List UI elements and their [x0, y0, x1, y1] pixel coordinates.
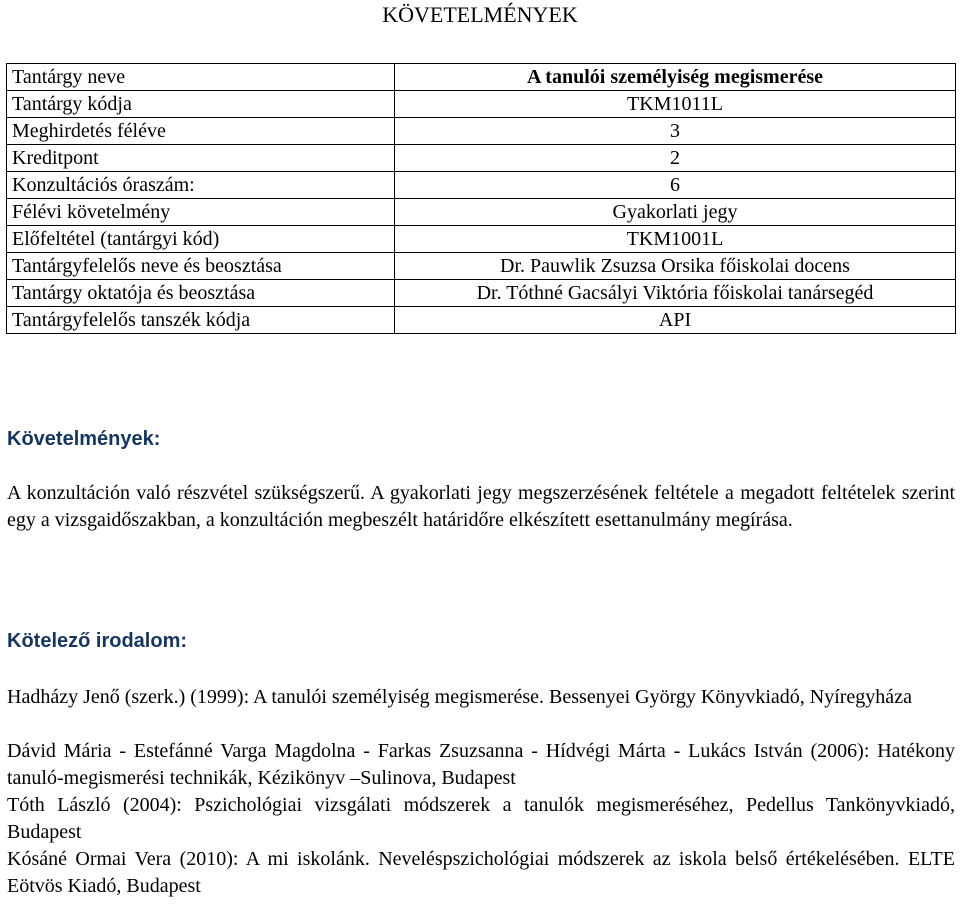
info-row [7, 64, 956, 91]
info-label: Tantárgyfelelős neve és beosztása [7, 253, 395, 280]
info-row [7, 199, 956, 226]
info-label: Tantárgy neve [7, 64, 395, 91]
info-row [7, 280, 956, 307]
info-value: Dr. Pauwlik Zsuzsa Orsika főiskolai docens [395, 253, 956, 280]
info-label: Előfeltétel (tantárgyi kód) [7, 226, 395, 253]
page-title: KÖVETELMÉNYEK [382, 2, 578, 27]
info-label: Tantárgy oktatója és beosztása [7, 280, 395, 307]
literature-heading: Kötelező irodalom: [7, 630, 188, 652]
literature-item: Kósáné Ormai Vera (2010): A mi iskolánk. Neveléspszichológiai módszerek az iskola belső értékelésében. ELTE Eötvös Kiadó, Budapest [7, 848, 955, 897]
info-label: Tantárgyfelelős tanszék kódja [7, 307, 395, 334]
info-row [7, 91, 956, 118]
requirements-heading: Követelmények: [7, 428, 161, 450]
info-value: Gyakorlati jegy [395, 199, 956, 226]
literature-item: Hadházy Jenő (szerk.) (1999): A tanulói személyiség megismerése. Bessenyei György Könyvkiadó, Nyíregyháza [7, 686, 912, 708]
info-row [7, 145, 956, 172]
info-row [7, 118, 956, 145]
info-row [7, 253, 956, 280]
info-value: API [395, 307, 956, 334]
info-value: 2 [395, 145, 956, 172]
info-value: TKM1001L [395, 226, 956, 253]
info-row [7, 172, 956, 199]
info-value: 6 [395, 172, 956, 199]
info-value: TKM1011L [395, 91, 956, 118]
literature-item: Dávid Mária - Estefánné Varga Magdolna - Farkas Zsuzsanna - Hídvégi Márta - Lukács István (2006): Hatékony tanuló-megismerési technikák, Kézikönyv –Sulinova, Budapest [7, 740, 955, 789]
info-row [7, 307, 956, 334]
info-row [7, 226, 956, 253]
info-label: Konzultációs óraszám: [7, 172, 395, 199]
course-info-table [6, 63, 956, 334]
info-label: Kreditpont [7, 145, 395, 172]
literature-item: Tóth László (2004): Pszichológiai vizsgálati módszerek a tanulók megismeréséhez, Pedellus Tankönyvkiadó, Budapest [7, 794, 955, 843]
info-label: Meghirdetés féléve [7, 118, 395, 145]
requirements-text: A konzultáción való részvétel szükségszerű. A gyakorlati jegy megszerzésének feltétele a megadott feltételek szerint egy a vizsgaidőszakban, a konzultáción megbeszélt határidőre elkészített esettanulmány megírása. [7, 482, 955, 531]
info-value: A tanulói személyiség megismerése [395, 64, 956, 91]
info-label: Tantárgy kódja [7, 91, 395, 118]
info-value: 3 [395, 118, 956, 145]
info-value: Dr. Tóthné Gacsályi Viktória főiskolai tanársegéd [395, 280, 956, 307]
info-label: Félévi követelmény [7, 199, 395, 226]
